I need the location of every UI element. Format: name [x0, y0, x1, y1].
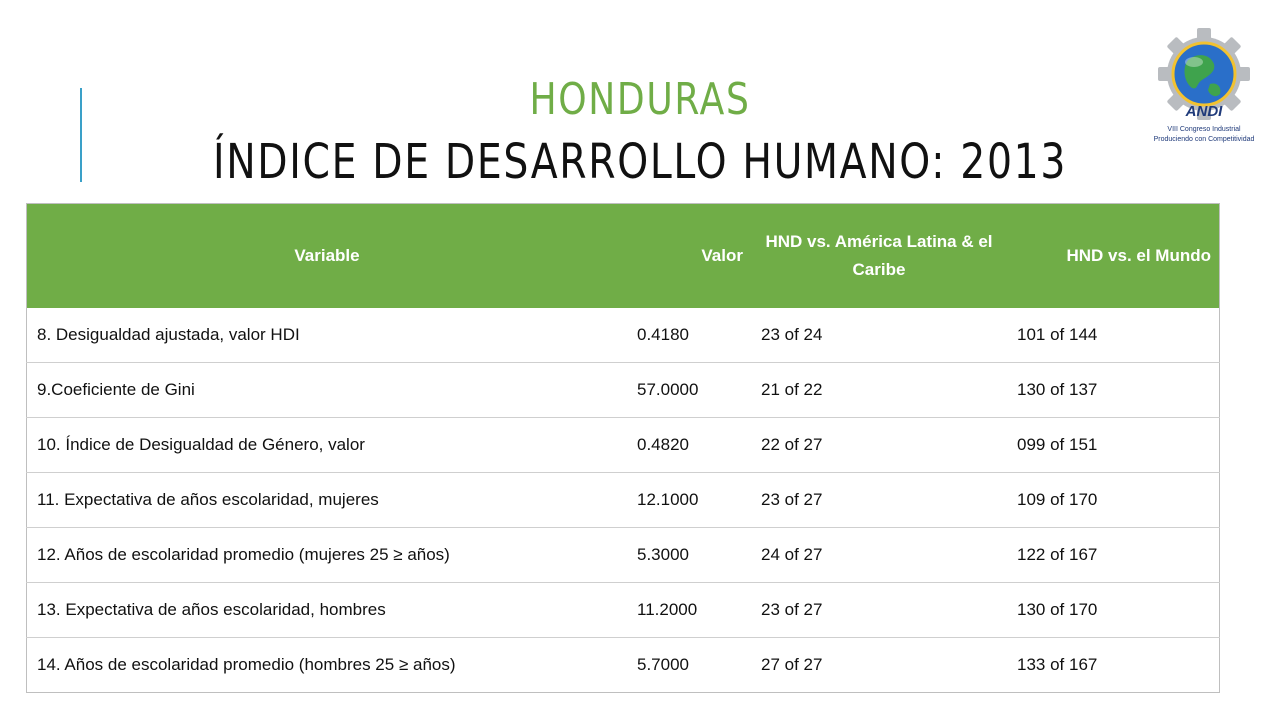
logo-tagline-1: VIII Congreso Industrial: [1167, 126, 1241, 133]
hdi-table: [26, 203, 1220, 693]
cell-variable: 10. Índice de Desigualdad de Género, valor: [27, 418, 628, 473]
cell-valor: 0.4180: [627, 308, 751, 363]
cell-valor: 11.2000: [627, 583, 751, 638]
table-row: [27, 308, 1220, 363]
cell-valor: 57.0000: [627, 363, 751, 418]
cell-valor: 0.4820: [627, 418, 751, 473]
cell-valor: 5.7000: [637, 655, 689, 674]
table-row: [27, 363, 1220, 418]
cell-mundo: 133 of 167: [1017, 655, 1098, 674]
cell-lac: 22 of 27: [751, 418, 1007, 473]
header-variable: Variable: [27, 204, 628, 309]
cell-mundo: 101 of 144: [1007, 308, 1220, 363]
table-header-row: [27, 204, 1220, 309]
cell-lac: 23 of 27: [751, 583, 1007, 638]
cell-variable: 14. Años de escolaridad promedio (hombres 25 ≥ años): [37, 655, 456, 674]
cell-variable: 13. Expectativa de años escolaridad, hombres: [27, 583, 628, 638]
table-row: [27, 583, 1220, 638]
cell-variable: 11. Expectativa de años escolaridad, mujeres: [27, 473, 628, 528]
header-lac: HND vs. América Latina & el Caribe: [751, 204, 1007, 309]
cell-variable: 9.Coeficiente de Gini: [27, 363, 628, 418]
cell-mundo: 130 of 170: [1007, 583, 1220, 638]
header-mundo: HND vs. el Mundo: [1007, 204, 1220, 309]
slide-title: [0, 74, 1280, 190]
logo-tagline-2: Produciendo con Competitividad: [1153, 136, 1255, 143]
slide-title-subject: ÍNDICE DE DESARROLLO HUMANO: 2013: [212, 134, 1068, 190]
cell-variable: 12. Años de escolaridad promedio (mujeres 25 ≥ años): [27, 528, 628, 583]
cell-valor: 5.3000: [627, 528, 751, 583]
cell-lac: 21 of 22: [751, 363, 1007, 418]
cell-variable: 8. Desigualdad ajustada, valor HDI: [27, 308, 628, 363]
cell-mundo: 099 of 151: [1007, 418, 1220, 473]
table-row: [27, 473, 1220, 528]
table-row: [27, 638, 1220, 693]
table-row: [27, 418, 1220, 473]
cell-lac: 27 of 27: [761, 655, 823, 674]
header-valor: Valor: [627, 204, 751, 309]
cell-mundo: 122 of 167: [1007, 528, 1220, 583]
cell-mundo: 130 of 137: [1007, 363, 1220, 418]
cell-lac: 24 of 27: [751, 528, 1007, 583]
cell-lac: 23 of 24: [751, 308, 1007, 363]
cell-lac: 23 of 27: [751, 473, 1007, 528]
cell-mundo: 109 of 170: [1007, 473, 1220, 528]
table-row: [27, 528, 1220, 583]
cell-valor: 12.1000: [627, 473, 751, 528]
slide-title-country: HONDURAS: [529, 74, 751, 125]
logo-brand: ANDI: [1185, 103, 1223, 120]
